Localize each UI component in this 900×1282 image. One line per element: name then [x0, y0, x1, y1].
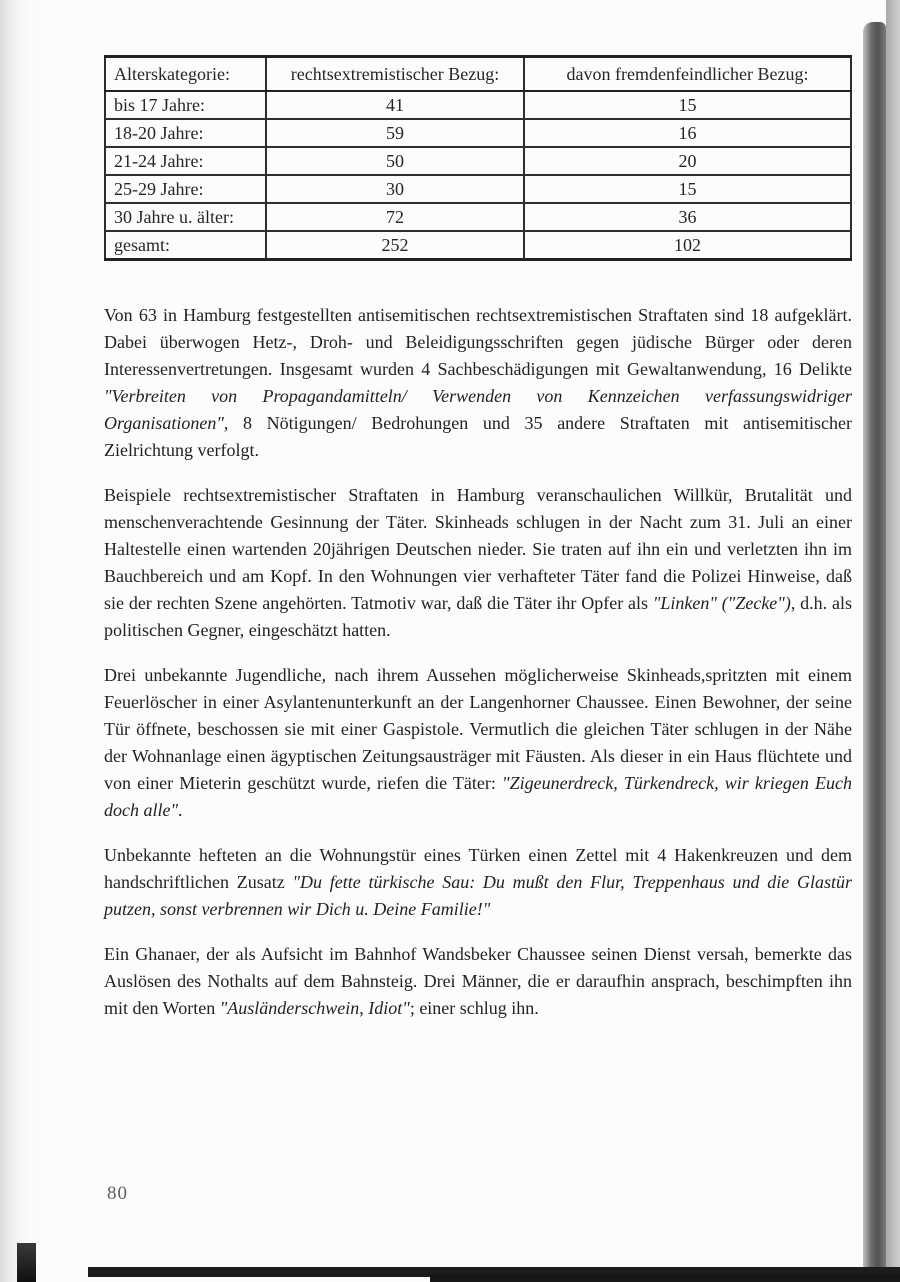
scan-edge-right-outer — [886, 0, 900, 1282]
text-segment: Ein Ghanaer, der als Aufsicht im Bahnhof Wandsbeker Chaussee seinen Dienst versah, bemerkte das Auslösen des Nothalts auf dem Bahnsteig. Drei Männer, die er daraufhin ansprach, beschimpften ihn mit den Worten — [104, 944, 852, 1018]
table-row — [105, 91, 851, 119]
table-cell-value: 36 — [524, 203, 851, 231]
text-segment: Drei unbekannte Jugendliche, nach ihrem Aussehen möglicherweise Skinheads,spritzten mit einem Feuerlöscher in einer Asylantenunterkunft an der Langenhorner Chaussee. Einen Bewohner, der seine Tür öffnete, beschossen sie mit einer Gaspistole. Vermutlich die gleichen Täter schlugen in der Nähe der Wohnanlage einen ägyptischen Zeitungsausträger mit Fäusten. Als dieser in ein Haus flüchtete und von einer Mieterin geschützt wurde, riefen die Täter: — [104, 665, 852, 793]
text-segment: , d.h. als politischen Gegner, eingeschätzt hatten. — [104, 593, 853, 640]
table-cell-value: 50 — [266, 147, 524, 175]
table-header-alterskategorie: Alterskategorie: — [105, 57, 266, 92]
table-header-rechtsextremistischer-bezug: rechtsextremistischer Bezug: — [266, 57, 524, 92]
paragraph-asylum-shelter-attack — [104, 662, 852, 824]
table-cell-value: 15 — [524, 91, 851, 119]
text-segment: . — [178, 800, 183, 820]
paragraph-station-incident — [104, 941, 852, 1022]
paragraph-door-note — [104, 842, 852, 923]
scan-edge-right-band — [863, 22, 886, 1270]
body-text — [104, 302, 852, 1040]
table-row — [105, 147, 851, 175]
paragraph-skinhead-attack — [104, 482, 852, 644]
scan-edge-bottom-left — [17, 1243, 36, 1282]
table-header-fremdenfeindlicher-bezug: davon fremdenfeindlicher Bezug: — [524, 57, 851, 92]
table-cell-value: 16 — [524, 119, 851, 147]
text-segment-italic: "Zigeunerdreck, Türkendreck, wir kriegen Euch doch alle" — [104, 773, 852, 820]
text-segment-italic: "Du fette türkische Sau: Du mußt den Flur, Treppenhaus und die Glastür putzen, sonst verbrennen wir Dich u. Deine Familie!" — [104, 872, 852, 919]
table-cell-age: 30 Jahre u. älter: — [105, 203, 266, 231]
table-cell-age: 18-20 Jahre: — [105, 119, 266, 147]
table-row — [105, 119, 851, 147]
text-segment: Beispiele rechtsextremistischer Straftaten in Hamburg veranschaulichen Willkür, Brutalität und menschenverachtende Gesinnung der Täter. Skinheads schlugen in der Nacht zum 31. Juli an einer Haltestelle einen wartenden 20jährigen Deutschen nieder. Sie traten auf ihn ein und verletzten ihn im Bauchbereich und am Kopf. In den Wohnungen vier verhafteter Täter fand die Polizei Hinweise, daß sie der rechten Szene angehörten. Tatmotiv war, daß die Täter ihr Opfer als — [104, 485, 852, 613]
scan-edge-bottom-step — [430, 1274, 900, 1282]
text-segment: ; einer schlug ihn. — [409, 998, 539, 1018]
table-cell-age: 21-24 Jahre: — [105, 147, 266, 175]
table-row — [105, 203, 851, 231]
table-row-total — [105, 231, 851, 260]
text-segment-italic: "Verbreiten von Propagandamitteln/ Verwenden von Kennzeichen verfassungswidriger Organisationen" — [104, 386, 852, 433]
table-cell-age: 25-29 Jahre: — [105, 175, 266, 203]
table-cell-value: 41 — [266, 91, 524, 119]
table-row — [105, 175, 851, 203]
table-cell-value: 20 — [524, 147, 851, 175]
table-cell-value: 59 — [266, 119, 524, 147]
table-cell-age: bis 17 Jahre: — [105, 91, 266, 119]
table-cell-value: 30 — [266, 175, 524, 203]
text-segment: Unbekannte hefteten an die Wohnungstür eines Türken einen Zettel mit 4 Hakenkreuzen und dem handschriftlichen Zusatz — [104, 845, 852, 892]
paragraph-antisemitic-offences — [104, 302, 852, 464]
text-segment: Von 63 in Hamburg festgestellten antisemitischen rechtsextremistischen Straftaten sind 18 aufgeklärt. Dabei überwogen Hetz-, Droh- und Beleidigungsschriften gegen jüdische Bürger oder deren Interessenvertretungen. Insgesamt wurden 4 Sachbeschädigungen mit Gewaltanwendung, 16 Delikte — [104, 305, 852, 379]
table-cell-age: gesamt: — [105, 231, 266, 260]
text-segment-italic: "Ausländerschwein, Idiot" — [219, 998, 410, 1018]
age-statistics-table — [104, 55, 852, 261]
table-header-row — [105, 57, 851, 92]
table-cell-value: 15 — [524, 175, 851, 203]
table-cell-value: 72 — [266, 203, 524, 231]
table-cell-value: 102 — [524, 231, 851, 260]
text-segment: , 8 Nötigungen/ Bedrohungen und 35 andere Straftaten mit antisemitischer Zielrichtung verfolgt. — [104, 413, 852, 460]
table-cell-value: 252 — [266, 231, 524, 260]
page-number: 80 — [107, 1183, 128, 1204]
text-segment-italic: "Linken" ("Zecke") — [652, 593, 791, 613]
